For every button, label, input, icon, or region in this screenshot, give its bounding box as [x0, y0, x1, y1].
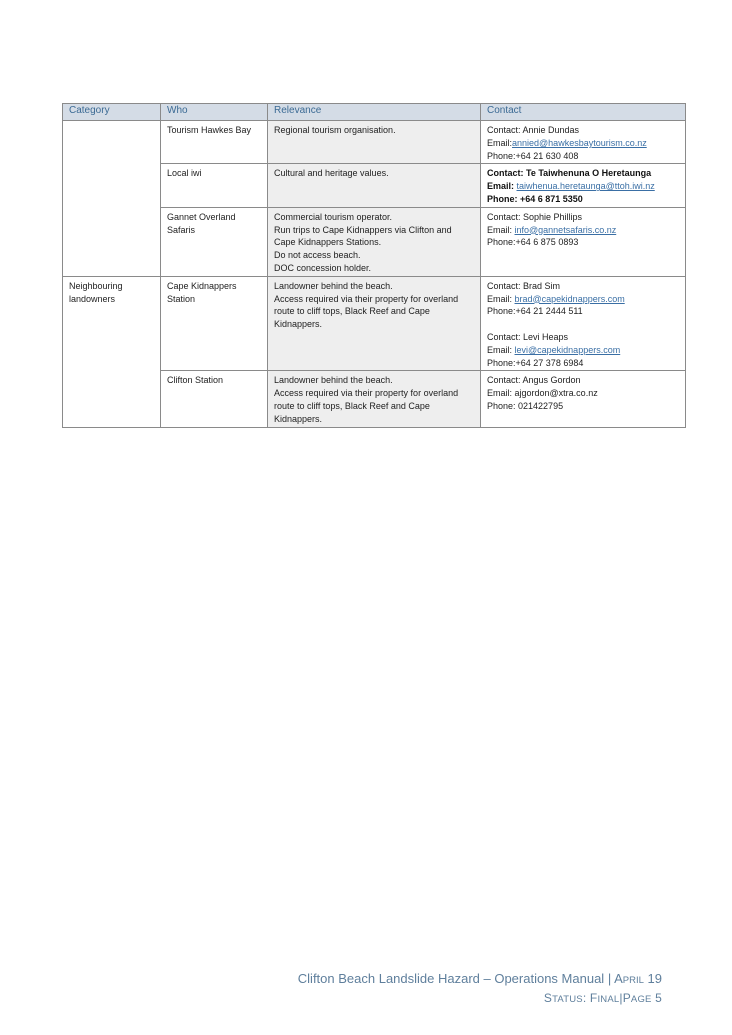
- relevance-cell: [268, 121, 481, 164]
- relevance-cell: [268, 371, 481, 427]
- relevance-text: Do not access beach.: [274, 250, 361, 261]
- contact-cell: [481, 207, 686, 276]
- relevance-cell: [268, 207, 481, 276]
- contact-phone: Phone: +64 6 871 5350: [487, 193, 583, 204]
- contact-name: Contact: Brad Sim: [487, 280, 561, 291]
- who-cell: [161, 276, 268, 371]
- category-text: landowners: [69, 293, 116, 304]
- table-row: [63, 276, 686, 371]
- who-text: Cape Kidnappers: [167, 280, 237, 291]
- relevance-text: Kidnappers.: [274, 319, 323, 330]
- contact-cell: [481, 164, 686, 207]
- contact-name: Contact: Levi Heaps: [487, 331, 569, 342]
- relevance-text: route to cliff tops, Black Reef and Cape: [274, 306, 430, 317]
- contact-email-line: [487, 180, 679, 193]
- header-relevance: Relevance: [268, 104, 481, 121]
- contact-name: Contact: Angus Gordon: [487, 375, 581, 386]
- who-cell: [161, 121, 268, 164]
- relevance-text: Run trips to Cape Kidnappers via Clifton and: [274, 224, 452, 235]
- contact-email-line: [487, 137, 679, 150]
- contact-cell: [481, 276, 686, 371]
- relevance-cell: [268, 164, 481, 207]
- relevance-text: Commercial tourism operator.: [274, 211, 393, 222]
- category-cell: [63, 276, 161, 427]
- footer-separator: |: [619, 991, 623, 1005]
- contact-phone: Phone:+64 27 378 6984: [487, 357, 584, 368]
- relevance-text: Kidnappers.: [274, 413, 323, 424]
- email-label: Email:: [487, 293, 515, 304]
- footer-status: [544, 991, 662, 1005]
- email-link[interactable]: annied@hawkesbaytourism.co.nz: [512, 137, 647, 148]
- category-cell-empty: [63, 121, 161, 277]
- relevance-text: Access required via their property for overland: [274, 388, 459, 399]
- email-link[interactable]: taiwhenua.heretaunga@ttoh.iwi.nz: [516, 181, 655, 192]
- contact-phone: Phone: 021422795: [487, 400, 564, 411]
- table-header-row: [63, 104, 686, 121]
- footer-status-value: FINAL: [589, 991, 620, 1005]
- contact-name: Contact: Te Taiwhenuna O Heretaunga: [487, 168, 652, 179]
- relevance-text: Landowner behind the beach.: [274, 280, 393, 291]
- header-who: Who: [161, 104, 268, 121]
- contact-email-line: [487, 344, 679, 357]
- relevance-text: route to cliff tops, Black Reef and Cape: [274, 400, 430, 411]
- category-text: Neighbouring: [69, 280, 123, 291]
- table-row: [63, 121, 686, 164]
- contact-email-line: [487, 387, 679, 400]
- who-text: Local iwi: [167, 168, 202, 179]
- email-link[interactable]: brad@capekidnappers.com: [514, 293, 625, 304]
- relevance-cell: [268, 276, 481, 371]
- contact-phone: Phone:+64 6 875 0893: [487, 237, 579, 248]
- who-text: Tourism Hawkes Bay: [167, 125, 252, 135]
- header-contact: Contact: [481, 104, 686, 121]
- relevance-text: Landowner behind the beach.: [274, 375, 393, 386]
- who-cell: [161, 371, 268, 427]
- footer-separator: |: [607, 971, 612, 986]
- who-cell: [161, 207, 268, 276]
- relevance-text: Access required via their property for overland: [274, 293, 459, 304]
- email-text: ajgordon@xtra.co.nz: [514, 388, 598, 399]
- relevance-text: Cape Kidnappers Stations.: [274, 237, 382, 248]
- email-link[interactable]: levi@capekidnappers.com: [514, 344, 621, 355]
- email-link[interactable]: info@gannetsafaris.co.nz: [514, 224, 617, 235]
- email-label: Email:: [487, 388, 515, 399]
- contact-email-line: [487, 224, 679, 237]
- contact-phone: Phone:+64 21 2444 511: [487, 306, 583, 317]
- contact-name: Contact: Annie Dundas: [487, 125, 580, 135]
- contact-cell: [481, 121, 686, 164]
- who-text: Clifton Station: [167, 375, 224, 386]
- who-text: Gannet Overland: [167, 211, 236, 222]
- footer-date: APRIL 19: [614, 971, 662, 986]
- footer-status-label: STATUS:: [543, 991, 587, 1005]
- footer-page: PAGE 5: [622, 991, 662, 1005]
- email-label: Email:: [487, 137, 513, 148]
- contact-name: Contact: Sophie Phillips: [487, 211, 583, 222]
- stakeholder-table: [62, 103, 686, 428]
- who-text: Safaris: [167, 224, 196, 235]
- relevance-text: Regional tourism organisation.: [274, 125, 396, 135]
- who-text: Station: [167, 293, 196, 304]
- header-category: Category: [63, 104, 161, 121]
- who-cell: [161, 164, 268, 207]
- contact-cell: [481, 371, 686, 427]
- email-label: Email:: [487, 181, 517, 192]
- footer-title: [298, 971, 662, 986]
- footer-doc-title: Clifton Beach Landslide Hazard – Operations Manual: [297, 971, 605, 986]
- contact-email-line: [487, 293, 679, 306]
- relevance-text: Cultural and heritage values.: [274, 168, 389, 179]
- spacer: [487, 318, 679, 331]
- email-label: Email:: [487, 224, 515, 235]
- contact-phone: Phone:+64 21 630 408: [487, 150, 579, 161]
- email-label: Email:: [487, 344, 515, 355]
- relevance-text: DOC concession holder.: [274, 262, 372, 273]
